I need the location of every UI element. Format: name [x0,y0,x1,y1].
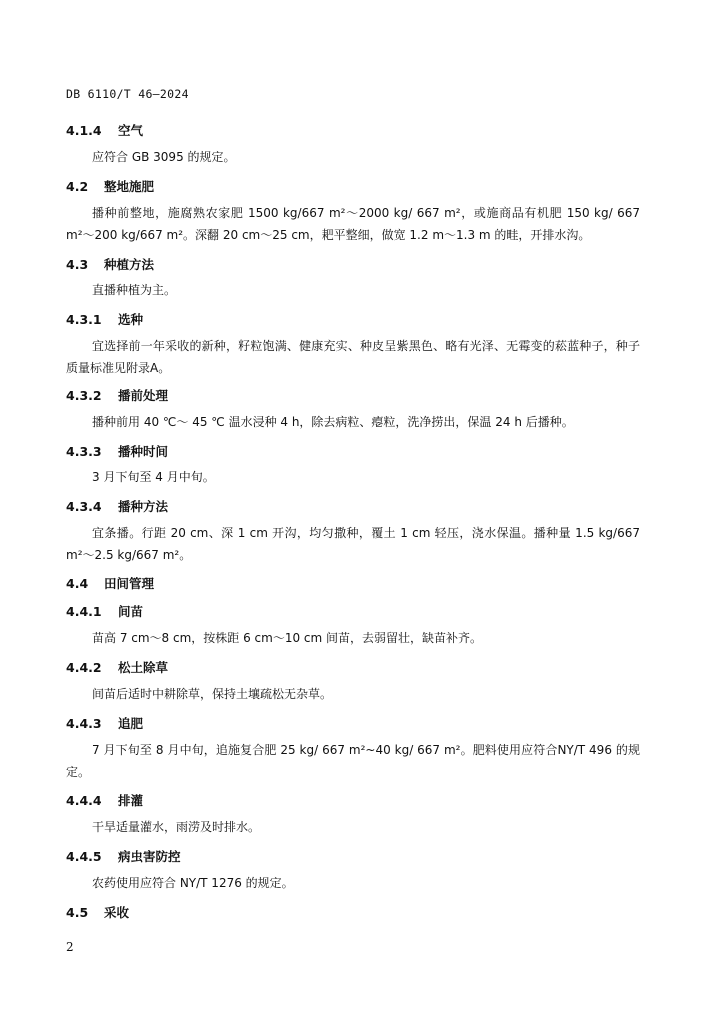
section-title: 播种方法 [118,499,169,514]
section-heading [66,310,143,328]
section-heading [66,386,168,404]
section-heading [66,847,181,865]
section-number: 4.4.4 [66,793,102,808]
section-number: 4.5 [66,905,89,920]
section-heading [66,442,168,460]
section-title: 松土除草 [118,660,169,675]
section-title: 采收 [104,905,130,920]
section-heading [66,574,154,592]
section-body: 3 月下旬至 4 月中旬。 [92,470,215,484]
section-number: 4.3.3 [66,444,102,459]
section-heading [66,497,168,515]
section-heading [66,255,154,273]
section-heading [66,602,143,620]
standard-code: DB 6110/T 46—2024 [66,87,189,101]
section-number: 4.4 [66,576,89,591]
section-number: 4.4.2 [66,660,102,675]
section-heading [66,177,154,195]
section-title: 病虫害防控 [118,849,181,864]
section-title: 选种 [118,312,144,327]
section-heading [66,658,168,676]
section-heading [66,791,143,809]
section-body: 宜选择前一年采收的新种，籽粒饱满、健康充实、种皮呈紫黑色、略有光泽、无霉变的菘蓝种子，种子质量标准见附录A。 [66,339,640,375]
section-title: 空气 [118,123,144,138]
section-number: 4.2 [66,179,89,194]
section-number: 4.4.1 [66,604,102,619]
section-number: 4.4.3 [66,716,102,731]
section-body: 播种前整地，施腐熟农家肥 1500 kg/667 m²～2000 kg/ 667 m²，或施商品有机肥 150 kg/ 667 m²～200 kg/667 m²。深翻 20 cm～25 cm，耙平整细，做宽 1.2 m～1.3 m 的畦，开排水沟。 [66,206,640,242]
section-title: 播种时间 [118,444,169,459]
section-body: 苗高 7 cm～8 cm，按株距 6 cm～10 cm 间苗，去弱留壮，缺苗补齐。 [92,631,483,645]
section-number: 4.3.2 [66,388,102,403]
section-title: 播前处理 [118,388,169,403]
page-number: 2 [66,940,74,954]
section-body: 农药使用应符合 NY/T 1276 的规定。 [92,876,294,890]
section-number: 4.3 [66,257,89,272]
section-heading [66,903,129,921]
section-title: 排灌 [118,793,144,808]
section-body: 间苗后适时中耕除草，保持土壤疏松无杂草。 [92,687,333,701]
section-title: 间苗 [118,604,144,619]
section-number: 4.3.4 [66,499,102,514]
section-body: 应符合 GB 3095 的规定。 [92,150,236,164]
section-title: 田间管理 [104,576,155,591]
section-number: 4.1.4 [66,123,102,138]
section-body: 播种前用 40 ℃～ 45 ℃ 温水浸种 4 h，除去病粒、瘪粒，洗净捞出，保温 24 h 后播种。 [92,415,574,429]
section-title: 种植方法 [104,257,155,272]
section-title: 整地施肥 [104,179,155,194]
section-body: 宜条播。行距 20 cm、深 1 cm 开沟，均匀撒种，覆土 1 cm 轻压，浇水保温。播种量 1.5 kg/667 m²～2.5 kg/667 m²。 [66,526,640,562]
section-heading [66,714,143,732]
section-title: 追肥 [118,716,144,731]
section-number: 4.3.1 [66,312,102,327]
section-body: 7 月下旬至 8 月中旬，追施复合肥 25 kg/ 667 m²~40 kg/ 667 m²。肥料使用应符合NY/T 496 的规定。 [66,743,640,779]
section-number: 4.4.5 [66,849,102,864]
section-heading [66,121,143,139]
section-body: 直播种植为主。 [92,283,177,297]
section-body: 干旱适量灌水，雨涝及时排水。 [92,820,261,834]
